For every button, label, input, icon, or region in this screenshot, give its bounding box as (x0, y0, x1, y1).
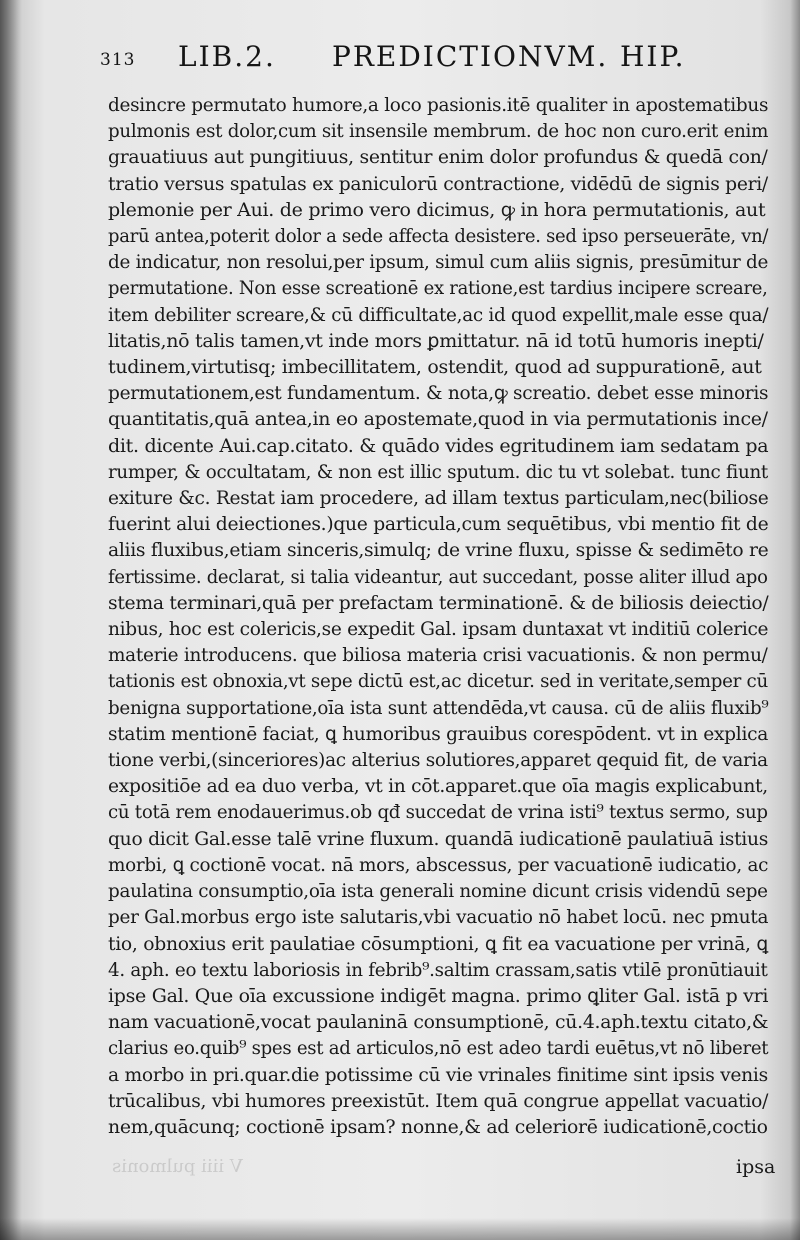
work-title: PREDICTIONVM. (332, 40, 609, 73)
text-line: stema terminari,quā per prefactam terminationē. & de biliosis deiectio/ (108, 591, 769, 614)
text-line: benigna supportatione,oīa ista sunt attendēda,vt causa. cū de aliis fluxib⁹ (108, 696, 769, 719)
text-line: nibus, hoc est colericis,se expedit Gal. ipsam duntaxat vt inditiū colerice (108, 618, 769, 641)
text-line: tationis est obnoxia,vt sepe dictū est,ac dicetur. sed in veritate,semper cū (108, 670, 768, 693)
text-line: paulatina consumptio,oīa ista generali nomine dicunt crisis videndū sepe (108, 880, 768, 903)
catchword: ipsa (736, 1156, 776, 1178)
text-line: statim mentionē faciat, ꝗ humoribus grauibus corespōdent. vt in explica (108, 722, 769, 745)
running-head (100, 38, 690, 78)
text-line: tratio versus spatulas ex paniculorū contractione, vidēdū de signis peri/ (108, 172, 768, 195)
text-line: a morbo in pri.quar.die potissime cū vie vrinales finitime sint ipsis venis (108, 1063, 768, 1086)
book-number: LIB.2. (178, 40, 276, 73)
text-line: ipse Gal. Que oīa excussione indigēt magna. primo ꝗliter Gal. istā p vri (108, 984, 769, 1007)
text-line: pulmonis est dolor,cum sit insensile membrum. de hoc non curo.erit enim (108, 120, 769, 143)
text-line: cū totā rem enodauerimus.ob qđ succedat de vrina isti⁹ textus sermo, sup (108, 801, 768, 824)
text-line: expositiōe ad ea duo verba, vt in cōt.apparet.que oīa magis explicabunt, (108, 775, 768, 798)
text-line: 4. aph. eo textu laboriosis in febrib⁹.saltim crassam,satis vtilē pronūtiauit (108, 958, 768, 981)
text-line: parū antea,poterit dolor a sede affecta desistere. sed ipso perseuerāte, vn/ (108, 225, 769, 248)
text-line: tione verbi,(sinceriores)ac alterius solutiores,apparet qequid fit, de varia (108, 749, 768, 772)
text-line: morbi, ꝗ coctionē vocat. nā mors, abscessus, per vacuationē iudicatio, ac (108, 853, 769, 876)
text-line: aliis fluxibus,etiam sinceris,simulq; de vrine fluxu, spisse & sedimēto re (108, 539, 769, 562)
text-line: desincre permutato humore,a loco pasionis.itē qualiter in apostematibus (108, 94, 769, 116)
text-line: plemonie per Aui. de primo vero dicimus, ꝙ in hora permutationis, aut (108, 198, 766, 221)
text-line: rumper, & occultatam, & non est illic sputum. dic tu vt solebat. tunc fiunt (108, 460, 768, 483)
text-line: item debiliter screare,& cū difficultate,ac id quod expellit,male esse qua/ (108, 303, 769, 326)
text-line: nem,quācunq; coctionē ipsam? nonne,& ad celeriorē iudicationē,coctio (108, 1115, 768, 1138)
text-line: materie introducens. que biliosa materia crisi vacuationis. & non permu/ (108, 644, 768, 667)
text-line: litatis,nō talis tamen,vt inde mors ꝑmittatur. nā id totū humoris inepti/ (108, 329, 764, 352)
text-line: tudinem,virtutisq; imbecillitatem, ostendit, quod ad suppurationē, aut (108, 356, 762, 379)
text-line: clarius eo.quib⁹ spes est ad articulos,nō est adeo tardi euētus,vt nō liberet (108, 1037, 769, 1060)
bleed-through-text: V iiii pulmonis (112, 1156, 243, 1177)
text-line: quantitatis,quā antea,in eo apostemate,quod in via permutationis ince/ (108, 408, 768, 431)
body-text (108, 92, 768, 1140)
gutter-shadow (0, 0, 22, 1240)
text-line: fertissime. declarat, si talia videantur, aut succedant, posse aliter illud apo (108, 565, 768, 588)
text-line: quo dicit Gal.esse talē vrine fluxum. quandā iudicationē paulatiuā istius (108, 827, 769, 850)
text-line: dit. dicente Aui.cap.citato. & quādo vides egritudinem iam sedatam pa (108, 434, 769, 457)
text-line: nam vacuationē,vocat paulaninā consumptionē, cū.4.aph.textu citato,& (108, 1011, 769, 1034)
author-abbreviation: HIP. (620, 40, 686, 73)
text-line: permutatione. Non esse screationē ex ratione,est tardius incipere screare, (108, 277, 768, 300)
text-line: permutationem,est fundamentum. & nota,ꝙ screatio. debet esse minoris (108, 382, 769, 405)
text-line: exiture &c. Restat iam procedere, ad illam textus particulam,nec(biliose (108, 487, 769, 510)
page-bottom-edge (0, 1218, 800, 1240)
text-line: tio, obnoxius erit paulatiae cōsumptioni, ꝗ fit ea vacuatione per vrinā, ꝗ (108, 932, 768, 955)
text-line: grauatiuus aut pungitiuus, sentitur enim dolor profundus & quedā con/ (108, 146, 768, 169)
text-line: fuerint alui deiectiones.)que particula,cum sequētibus, vbi mentio fit de (108, 513, 769, 536)
page-number: 313 (100, 50, 136, 70)
text-line: per Gal.morbus ergo iste salutaris,vbi vacuatio nō habet locū. nec pmuta (108, 906, 769, 929)
text-line: trūcalibus, vbi humores preexistūt. Item quā congrue appellat vacuatio/ (108, 1089, 769, 1112)
text-line: de indicatur, non resolui,per ipsum, simul cum aliis signis, presūmitur de (108, 251, 769, 274)
